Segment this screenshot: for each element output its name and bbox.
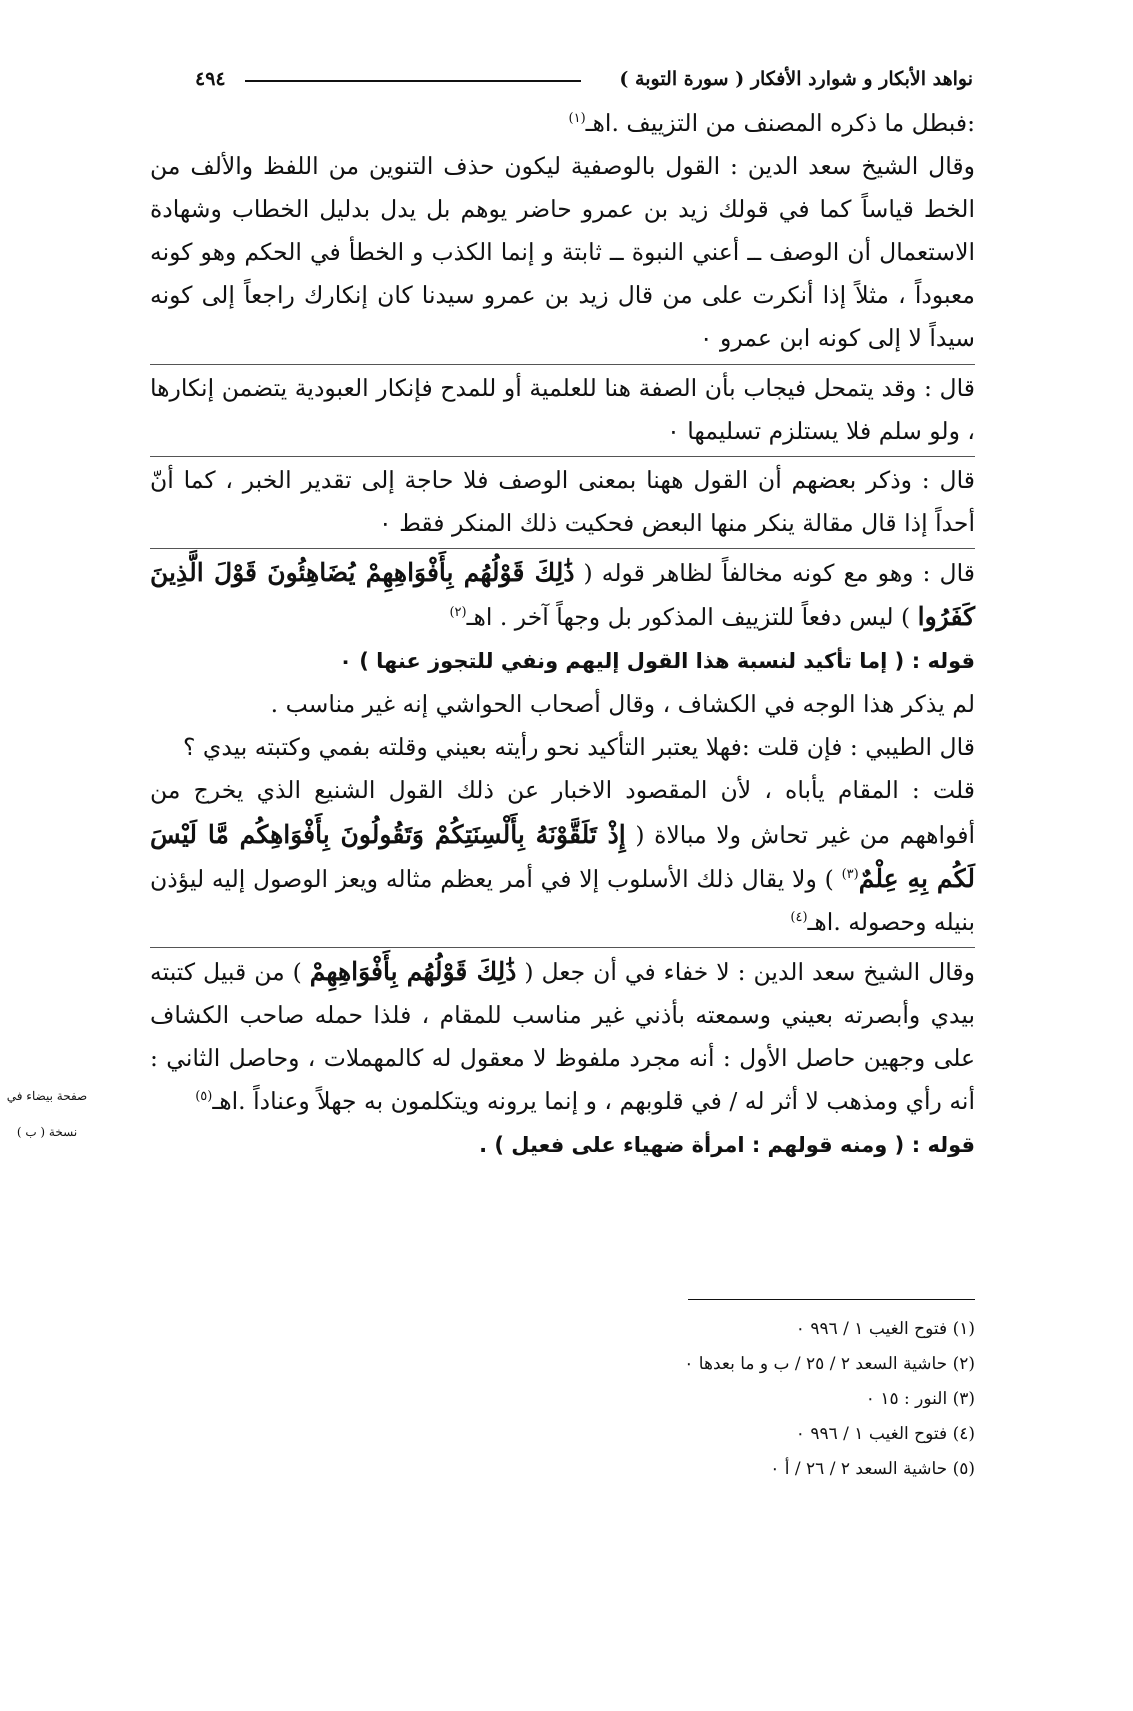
paragraph: قال : وقد يتمحل فيجاب بأن الصفة هنا للعلمية أو للمدح فإنكار العبودية يتضمن إنكارها ، ولو سلم فلا يستلزم تسليمها ٠ (150, 373, 975, 445)
qawluhu-text: ( إما تأكيد لنسبة هذا القول إليهم ونفي للتجوز عنها ) ٠ (339, 649, 905, 674)
footnotes (500, 1312, 975, 1487)
page-header (195, 66, 973, 98)
paragraph: قال : وذكر بعضهم أن القول ههنا بمعنى الوصف فلا حاجة إلى تقدير الخبر ، كما أنّ أحداً إذا قال مقالة ينكر منها البعض فحكيت ذلك المنكر فقط ٠ (150, 465, 975, 537)
margin-note (4, 1078, 90, 1150)
paragraph: قلت : المقام يأباه ، لأن المقصود الاخبار عن ذلك القول الشنيع الذي يخرج من أفواههم من غير تحاش ولا مبالاة ( إِذْ تَلَقَّوْنَهُ بِأَلْسِنَتِكُمْ وَتَقُولُونَ بِأَفْوَاهِكُم مَّا لَيْسَ لَكُم بِهِ عِلْمٌ$^{(٣)}$ ) ولا يقال ذلك الأسلوب إلا في أمر يعظم مثاله ويعز الوصول إليه ليؤذن بنيله وحصوله .اهـ$^{(٤)}$ (150, 776, 975, 936)
qawluhu-heading (150, 1123, 975, 1167)
footnote-ref: (٥) (195, 1089, 213, 1105)
running-title: نواهد الأبكار و شوارد الأفكار ( سورة التوبة ) (619, 68, 973, 90)
footnote-ref: (١) (568, 111, 586, 127)
paragraph-separator (150, 364, 975, 365)
footnote: (١) فتوح الغيب ١ / ٩٩٦ ٠ (795, 1319, 975, 1339)
footnote-ref: (٣) (841, 866, 859, 882)
paragraph: قال : وهو مع كونه مخالفاً لظاهر قوله ( ذَٰلِكَ قَوْلُهُم بِأَفْوَاهِهِمْ يُضَاهِئُونَ قَوْلَ الَّذِينَ كَفَرُوا ) ليس دفعاً للتزييف المذكور بل وجهاً آخر . اهـ$^{(٢)}$ (150, 557, 975, 632)
footnote: (٤) فتوح الغيب ١ / ٩٩٦ ٠ (795, 1424, 975, 1444)
paragraph: :فبطل ما ذكره المصنف من التزييف .اهـ$^{(١)}$ (568, 109, 975, 137)
paragraph: وقال الشيخ سعد الدين : لا خفاء في أن جعل ( ذَٰلِكَ قَوْلُهُم بِأَفْوَاهِهِمْ ) من قبيل كتبته بيدي وأبصرته بعيني وسمعته بأذني غير مناسب للمقام ، فلذا حمله صاحب الكشاف على وجهين حاصل الأول : أنه مجرد ملفوظ لا معقول له كالمهملات ، وحاصل الثاني : أنه رأي ومذهب لا أثر له / في قلوبهم ، و إنما يرونه ويتكلمون به جهلاً وعناداً .اهـ$^{(٥)}$ (150, 956, 975, 1116)
margin-note-line: صفحة بيضاء في (6, 1089, 88, 1103)
footnote: (٢) حاشية السعد ٢ / ٢٥ / ب و ما بعدها ٠ (684, 1354, 975, 1374)
qawluhu-heading (150, 639, 975, 683)
paragraph-separator (150, 456, 975, 457)
paragraph: قال الطيبي : فإن قلت :فهلا يعتبر التأكيد نحو رأيته بعيني وقلته بفمي وكتبته بيدي ؟ (182, 733, 975, 762)
footnote: (٥) حاشية السعد ٢ / ٢٦ / أ ٠ (770, 1459, 975, 1479)
footnote-ref: (٤) (790, 909, 808, 925)
page-number: ٤٩٤ (195, 68, 226, 90)
paragraph-separator (150, 947, 975, 948)
qawluhu-text: ( ومنه قولهم : امرأة ضهياء على فعيل ) . (479, 1133, 905, 1158)
paragraph-separator (150, 548, 975, 549)
margin-note-line: نسخة ( ب ) (16, 1125, 78, 1139)
footnote-rule (688, 1299, 975, 1300)
quran-quote: إِذْ تَلَقَّوْنَهُ بِأَلْسِنَتِكُمْ وَتَقُولُونَ بِأَفْوَاهِكُم مَّا لَيْسَ لَكُم بِهِ عِلْمٌ (150, 819, 975, 893)
paragraph: لم يذكر هذا الوجه في الكشاف ، وقال أصحاب الحواشي إنه غير مناسب . (270, 690, 975, 719)
quran-quote: ذَٰلِكَ قَوْلُهُم بِأَفْوَاهِهِمْ (309, 956, 517, 986)
paragraph: وقال الشيخ سعد الدين : القول بالوصفية ليكون حذف التنوين من اللفظ والألف من الخط قياساً كما في قولك زيد بن عمرو حاضر يوهم بل يدل بدليل الخطاب وشهادة الاستعمال أن الوصف ــ أعني النبوة ــ ثابتة و إنما الكذب و الخطأ في الحكم وهو كونه معبوداً ، مثلاً إذا أنكرت على من قال زيد بن عمرو سيدنا كان إنكارك راجعاً إلى كونه سيداً لا إلى كونه ابن عمرو ٠ (150, 152, 975, 353)
main-text (150, 102, 975, 1167)
quran-quote: ذَٰلِكَ قَوْلُهُم بِأَفْوَاهِهِمْ يُضَاهِئُونَ قَوْلَ الَّذِينَ كَفَرُوا (150, 557, 975, 632)
header-rule (245, 80, 581, 82)
footnote: (٣) النور : ١٥ ٠ (865, 1389, 975, 1409)
qawluhu-label: قوله : (911, 1133, 975, 1158)
footnote-ref: (٢) (449, 605, 467, 621)
qawluhu-label: قوله : (911, 649, 975, 674)
